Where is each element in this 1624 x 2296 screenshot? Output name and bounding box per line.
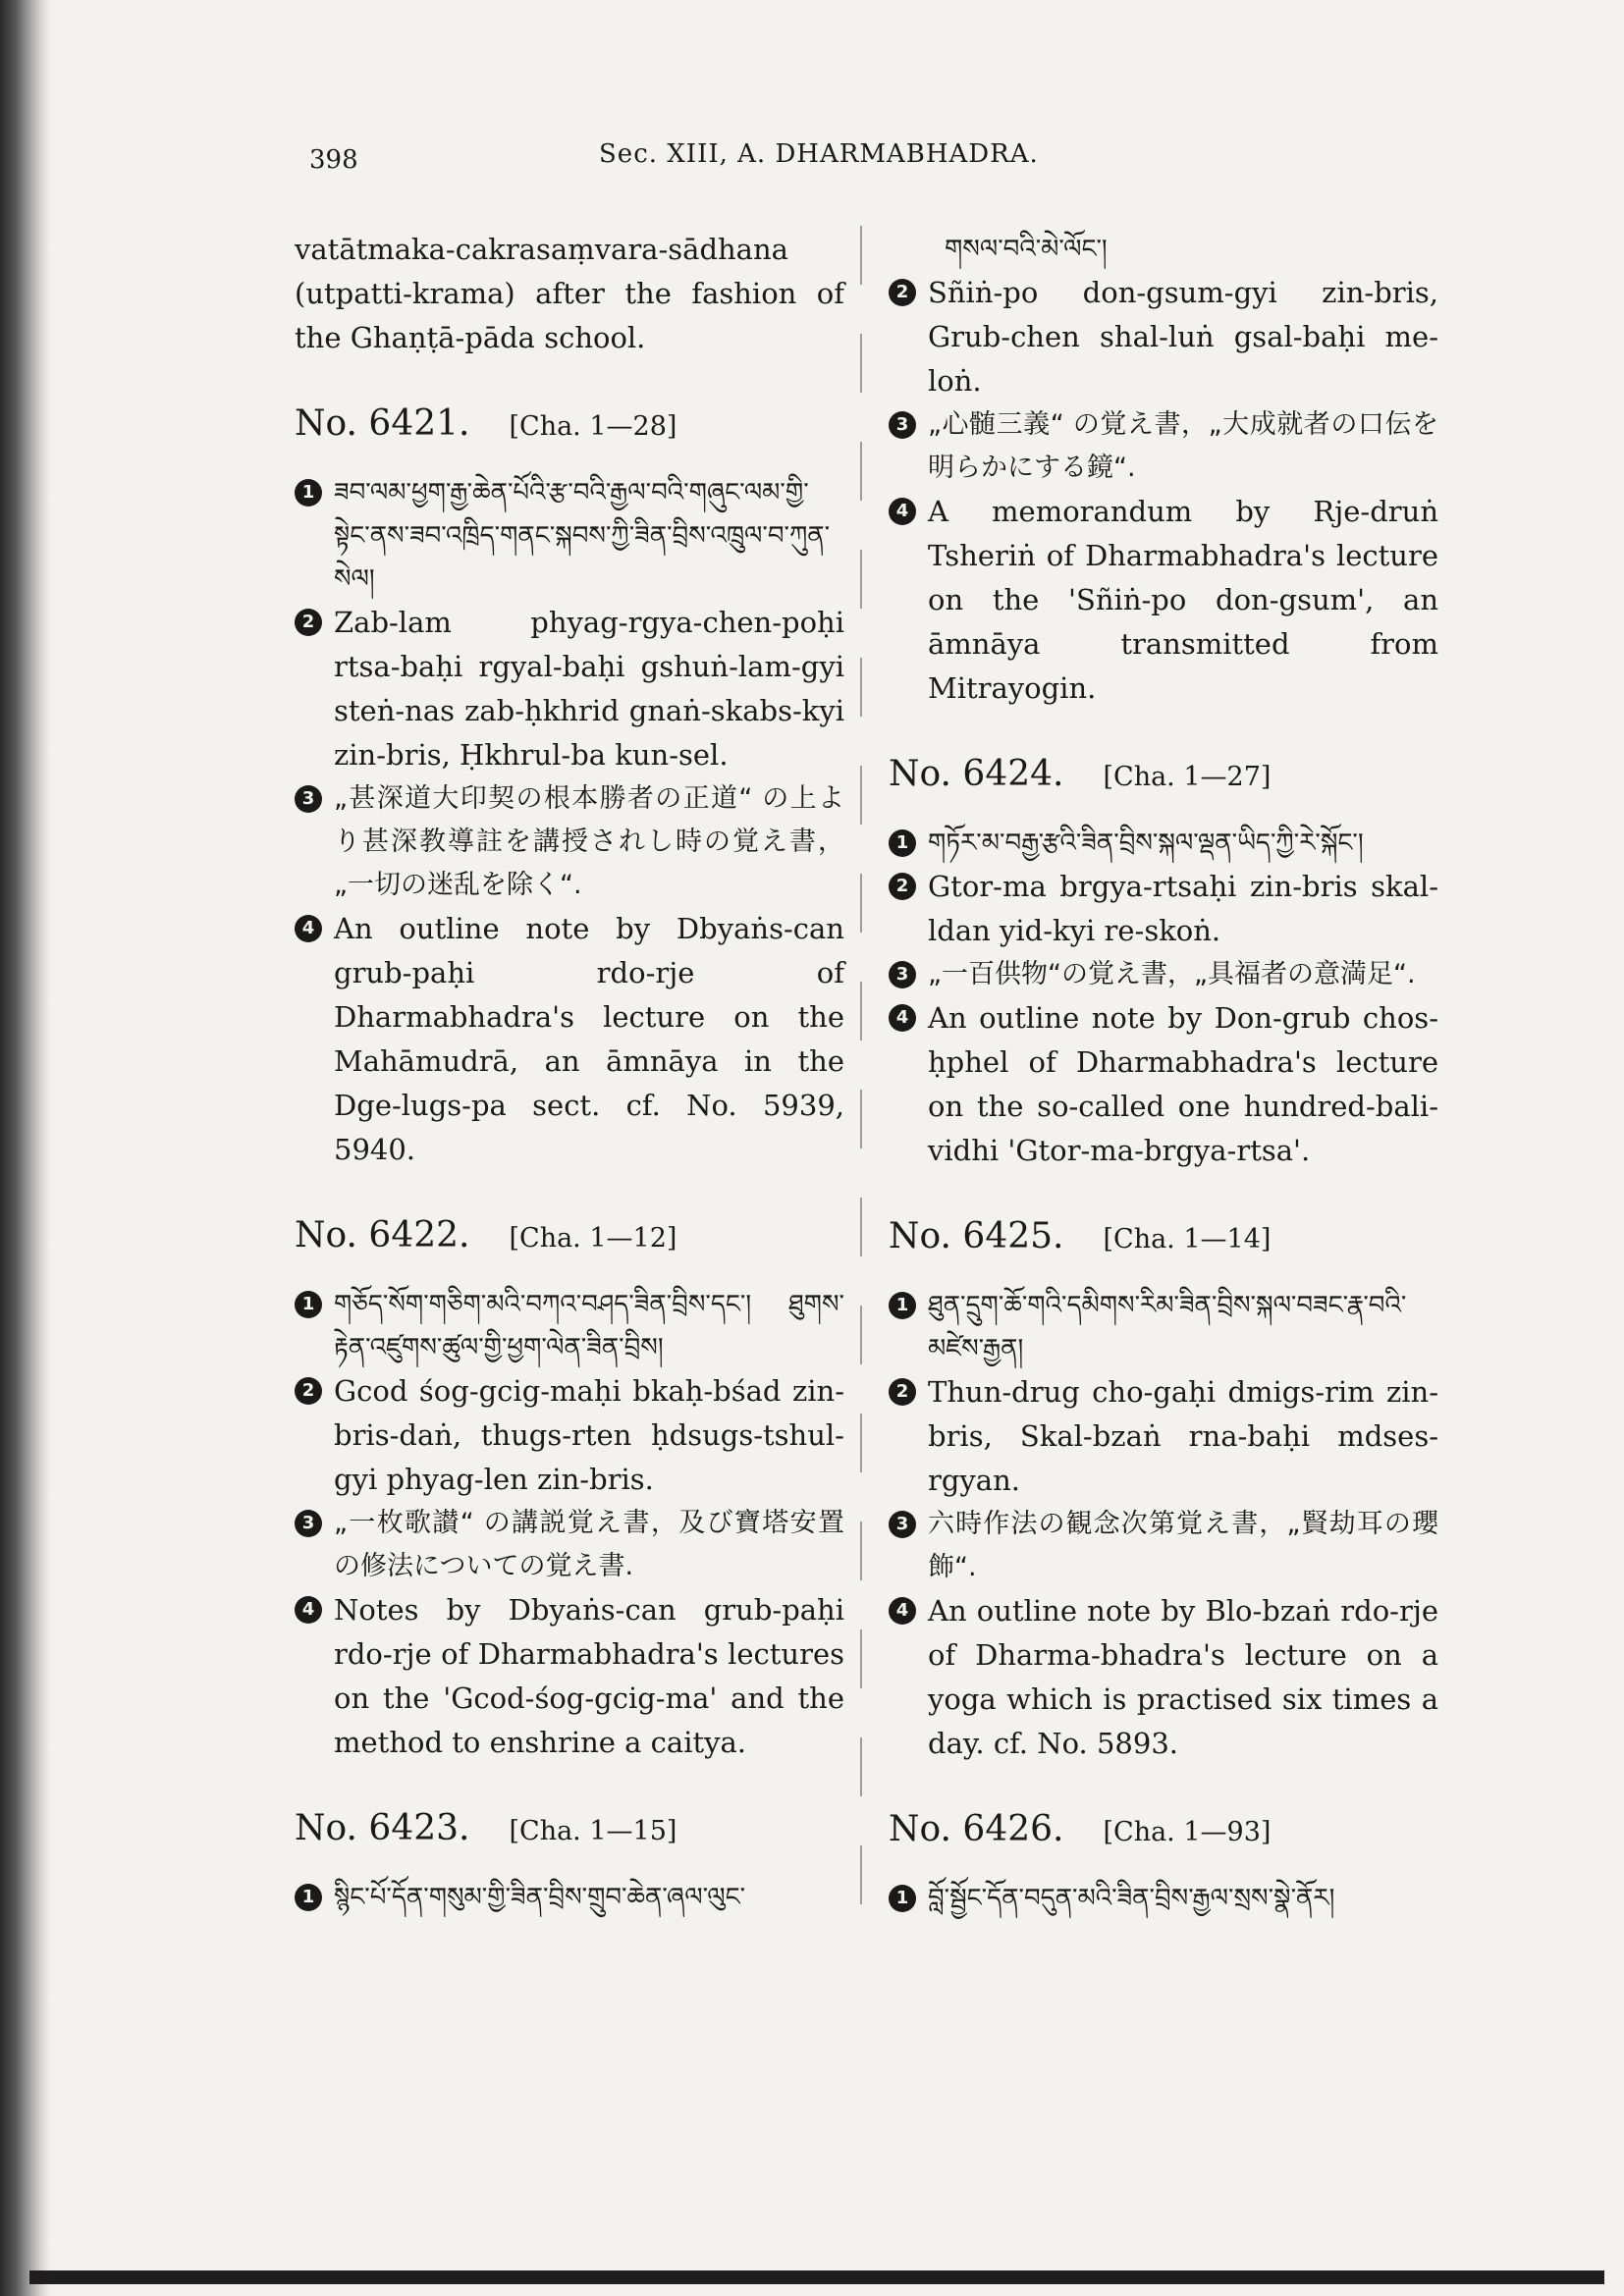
tibetan-title: སྙིང་པོ་དོན་གསུམ་གྱི་ཟིན་བྲིས་གྲུབ་ཆེན་ཞལ་ལུང་	[334, 1883, 746, 1912]
field-number-icon: 3	[889, 411, 916, 439]
intro-text: vatātmaka-cakrasaṃvara-sādhana (utpatti-krama) after the fashion of the Ghaṇṭā-pāda school.	[295, 233, 844, 354]
entry-field	[889, 1877, 1438, 1920]
field-number-icon: 2	[889, 873, 916, 900]
english-text: An outline note by Blo-bzaṅ rdo-rje of Dharma-bhadra's lecture on a yoga which is practised six times a day. cf. No. 5893.	[928, 1594, 1438, 1760]
continuation-line: གསལ་བའི་མེ་ལོང་།	[945, 235, 1108, 264]
column-divider	[860, 226, 862, 1934]
catalog-entry	[889, 1809, 1438, 1920]
catalog-entry	[295, 403, 844, 1172]
catalog-entry	[889, 1216, 1438, 1766]
scan-edge	[29, 2270, 1604, 2284]
entry-field	[889, 822, 1438, 865]
tibetan-title: གཅོད་སོག་གཅིག་མའི་བཀའ་བཤད་ཟིན་བྲིས་དང་། ཐུགས་རྟེན་འཛུགས་ཚུལ་གྱི་ཕྱག་ལེན་ཟིན་བྲིས།	[334, 1290, 844, 1362]
japanese-title: „一枚歌讃“ の講説覚え書，及び寶塔安置の修法についての覚え書.	[334, 1508, 844, 1581]
field-number-icon: 1	[295, 1884, 322, 1911]
entry-field	[889, 865, 1438, 953]
entry-field	[295, 1876, 844, 1919]
field-number-icon: 4	[295, 915, 322, 942]
entry-field	[295, 1369, 844, 1502]
english-text: Zab-lam phyag-rgya-chen-poḥi rtsa-baḥi rgyal-baḥi gshuṅ-lam-gyi steṅ-nas zab-ḥkhrid gnaṅ-skabs-kyi zin-bris, Ḥkhrul-ba kun-sel.	[334, 606, 844, 772]
entry-field	[295, 777, 844, 907]
english-text: An outline note by Dbyaṅs-can grub-paḥi rdo-rje of Dharmabhadra's lecture on the Mahāmudrā, an āmnāya in the Dge-lugs-pa sect. cf. No. 5939, 5940.	[334, 912, 844, 1166]
entry-header	[889, 1216, 1438, 1256]
field-number-icon: 2	[295, 1377, 322, 1405]
tibetan-title: ཐུན་དྲུག་ཆོ་གའི་དམིགས་རིམ་ཟིན་བྲིས་སྐལ་བཟང་རྣ་བའི་མཛེས་རྒྱན།	[928, 1291, 1407, 1363]
japanese-title: „心髄三義“ の覚え書，„大成就者の口伝を明らかにする鏡“.	[928, 409, 1438, 483]
entry-number: No. 6422.	[295, 1215, 470, 1255]
entry-header	[295, 403, 844, 444]
running-head: Sec. XIII, A. DHARMABHADRA.	[599, 139, 1039, 169]
field-number-icon: 2	[889, 279, 916, 306]
field-number-icon: 1	[295, 479, 322, 507]
tibetan-title: ཟབ་ལམ་ཕྱག་རྒྱ་ཆེན་པོའི་རྩ་བའི་རྒྱལ་བའི་གཞུང་ལམ་གྱི་སྟེང་ནས་ཟབ་འཁྲིད་གནང་སྐབས་ཀྱི་ཟིན་བྲིས་འཁྲུལ་བ་ཀུན་སེལ།	[334, 478, 831, 594]
field-number-icon: 1	[889, 1885, 916, 1912]
field-number-icon: 3	[889, 1511, 916, 1538]
entry-field	[889, 1370, 1438, 1503]
english-text: Gtor-ma brgya-rtsaḥi zin-bris skal-ldan yid-kyi re-skoṅ.	[928, 870, 1438, 947]
entry-header	[295, 1808, 844, 1848]
entry-field	[889, 953, 1438, 996]
field-number-icon: 2	[889, 1378, 916, 1406]
field-number-icon: 4	[295, 1596, 322, 1624]
japanese-title: „一百供物“の覚え書，„具福者の意満足“.	[928, 959, 1416, 989]
field-number-icon: 3	[295, 785, 322, 813]
entry-header	[889, 754, 1438, 794]
field-number-icon: 3	[295, 1510, 322, 1537]
entry-field	[889, 996, 1438, 1173]
entry-field	[889, 271, 1438, 403]
entry-folio: [Cha. 1—27]	[1103, 762, 1272, 792]
field-number-icon: 3	[889, 961, 916, 988]
field-number-icon: 4	[889, 1004, 916, 1032]
entry-field	[295, 1502, 844, 1588]
catalog-entry	[295, 1808, 844, 1919]
entry-number: No. 6423.	[295, 1808, 470, 1848]
english-text: Gcod śog-gcig-maḥi bkaḥ-bśad zin-bris-daṅ, thugs-rten ḥdsugs-tshul-gyi phyag-len zin-bris.	[334, 1374, 844, 1496]
entry-number: No. 6426.	[889, 1809, 1064, 1849]
entry-folio: [Cha. 1—12]	[509, 1223, 677, 1254]
entry-header	[295, 1215, 844, 1255]
field-number-icon: 1	[295, 1291, 322, 1318]
japanese-title: 六時作法の観念次第覚え書，„賢劫耳の瓔飾“.	[928, 1509, 1438, 1582]
field-number-icon: 2	[295, 609, 322, 636]
field-number-icon: 1	[889, 829, 916, 857]
field-number-icon: 1	[889, 1292, 916, 1319]
catalog-entry	[295, 1215, 844, 1765]
entry-field	[889, 403, 1438, 490]
english-text: Thun-drug cho-gaḥi dmigs-rim zin-bris, Skal-bzaṅ rna-baḥi mdses-rgyan.	[928, 1375, 1438, 1497]
entry-field	[889, 490, 1438, 711]
entry-field	[889, 1589, 1438, 1766]
japanese-title: „甚深道大印契の根本勝者の正道“ の上より甚深教導註を講授されし時の覚え書，„一切の迷乱を除く“.	[334, 783, 844, 900]
entry-folio: [Cha. 1—15]	[509, 1816, 677, 1846]
entry-field	[889, 1284, 1438, 1370]
entry-header	[889, 1809, 1438, 1849]
entry-field	[295, 471, 844, 601]
entry-number: No. 6421.	[295, 403, 470, 444]
entry-field	[295, 1588, 844, 1765]
entry-field	[295, 1283, 844, 1369]
entry-number: No. 6425.	[889, 1216, 1064, 1256]
entry-folio: [Cha. 1—28]	[509, 411, 677, 442]
english-text: A memorandum by Rje-druṅ Tsheriṅ of Dharmabhadra's lecture on the 'Sñiṅ-po don-gsum', an āmnāya transmitted from Mitrayogin.	[928, 495, 1438, 705]
entry-folio: [Cha. 1—93]	[1103, 1817, 1272, 1847]
field-number-icon: 4	[889, 498, 916, 525]
english-text: Sñiṅ-po don-gsum-gyi zin-bris, Grub-chen shal-luṅ gsal-baḥi me-loṅ.	[928, 276, 1438, 398]
entry-folio: [Cha. 1—14]	[1103, 1224, 1272, 1255]
catalog-entry	[889, 754, 1438, 1173]
entry-field	[295, 601, 844, 777]
english-text: Notes by Dbyaṅs-can grub-paḥi rdo-rje of Dharmabhadra's lectures on the 'Gcod-śog-gcig-ma' and the method to enshrine a caitya.	[334, 1593, 844, 1759]
entry-field	[889, 1503, 1438, 1589]
page-number: 398	[309, 145, 358, 175]
english-text: An outline note by Don-grub chos-ḥphel of Dharmabhadra's lecture on the so-called one hundred-bali-vidhi 'Gtor-ma-brgya-rtsa'.	[928, 1001, 1438, 1167]
left-column	[295, 228, 844, 1919]
tibetan-title: གཏོར་མ་བརྒྱ་རྩའི་ཟིན་བྲིས་སྐལ་ལྡན་ཡིད་ཀྱི་རེ་སྐོང་།	[928, 828, 1364, 858]
binding-shadow	[0, 0, 51, 2296]
field-number-icon: 4	[889, 1597, 916, 1625]
right-column	[889, 228, 1438, 1920]
entry-field	[295, 907, 844, 1172]
tibetan-title: བློ་སྦྱོང་དོན་བདུན་མའི་ཟིན་བྲིས་རྒྱལ་སྲས་སྣེ་ནོར།	[928, 1884, 1335, 1913]
entry-number: No. 6424.	[889, 754, 1064, 794]
